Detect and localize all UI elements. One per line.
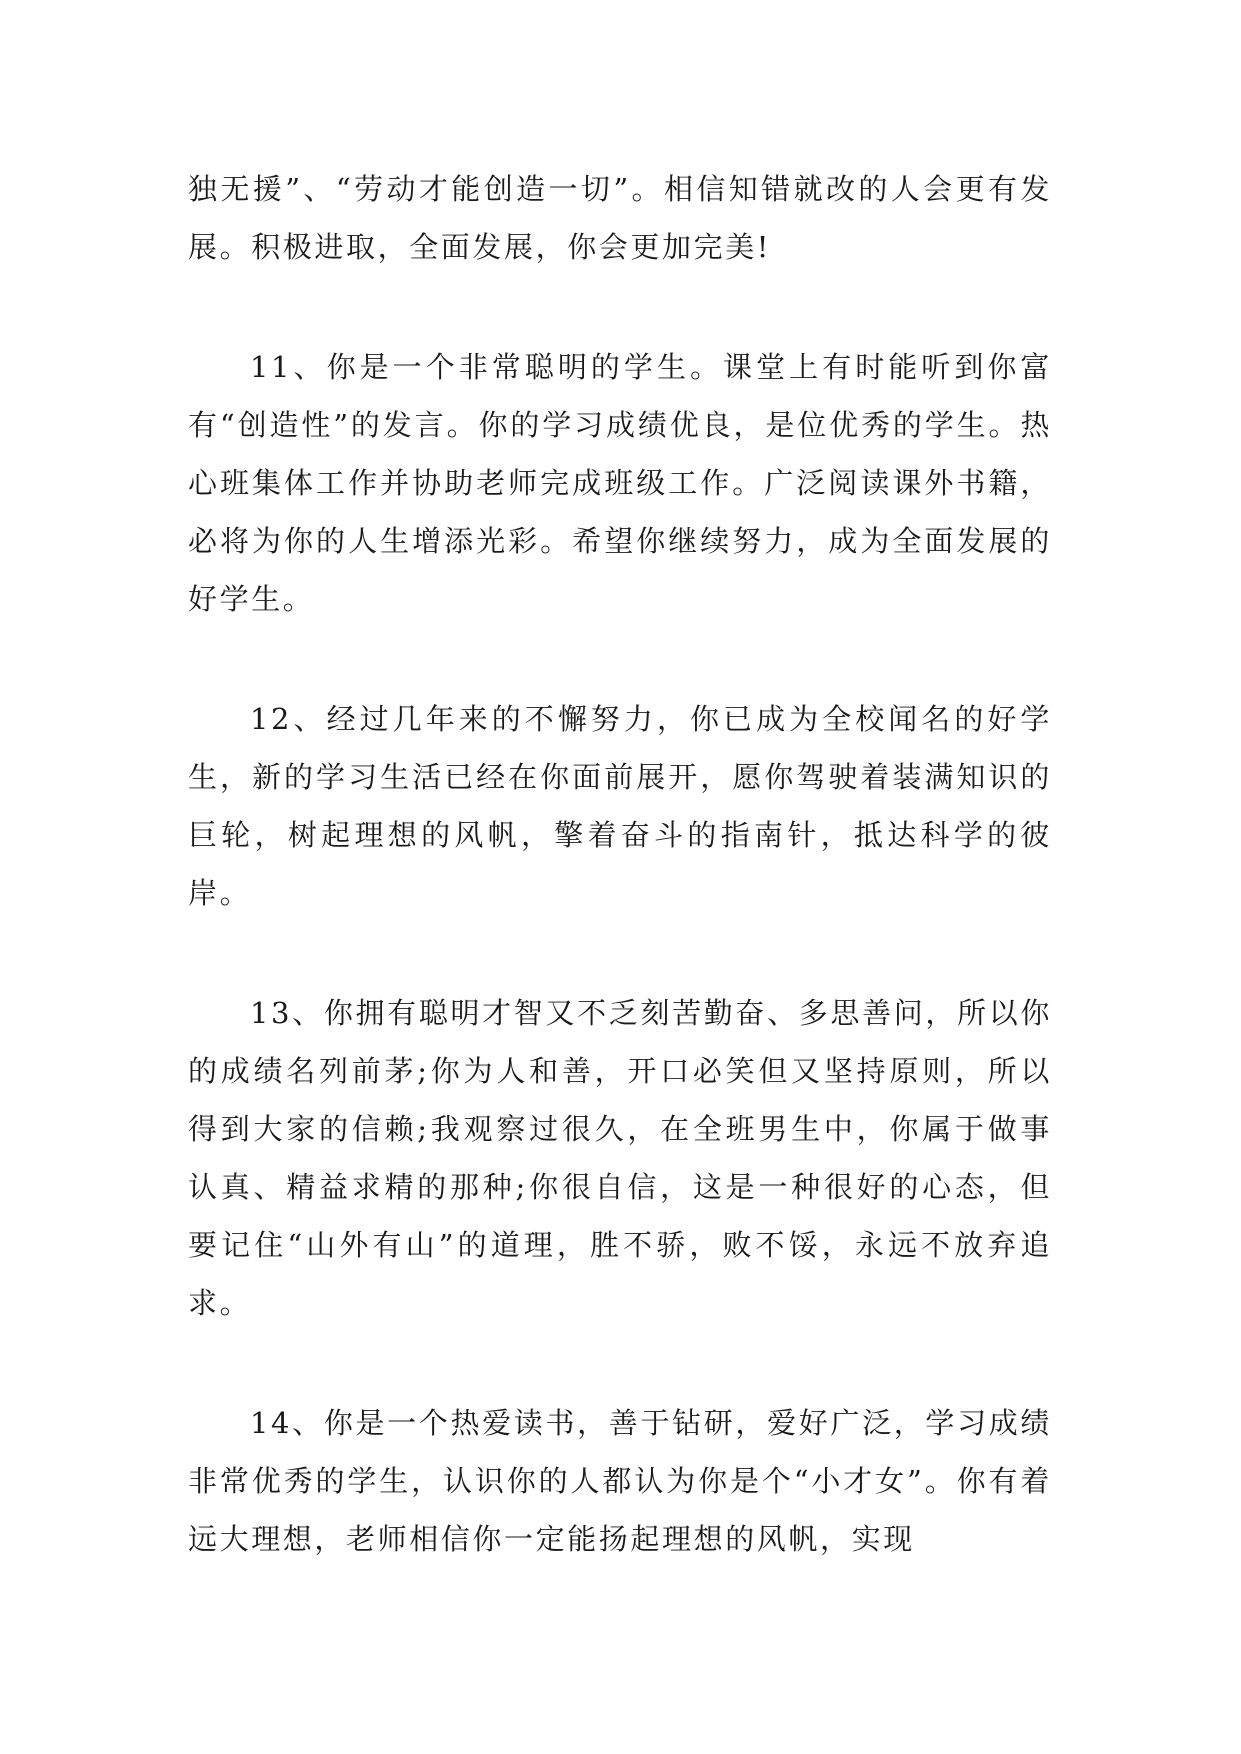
paragraph-13: 13、你拥有聪明才智又不乏刻苦勤奋、多思善问，所以你的成绩名列前茅;你为人和善，开口必笑但又坚持原则，所以得到大家的信赖;我观察过很久，在全班男生中，你属于做事认真、精益求精的那种;你很自信，这是一种很好的心态，但要记住“山外有山”的道理，胜不骄，败不馁，永远不放弃追求。 bbox=[188, 996, 1052, 1320]
paragraph-11: 11、你是一个非常聪明的学生。课堂上有时能听到你富有“创造性”的发言。你的学习成绩优良，是位优秀的学生。热心班集体工作并协助老师完成班级工作。广泛阅读课外书籍，必将为你的人生增添光彩。希望你继续努力，成为全面发展的好学生。 bbox=[188, 350, 1052, 616]
paragraph-12: 12、经过几年来的不懈努力，你已成为全校闻名的好学生，新的学习生活已经在你面前展开，愿你驾驶着装满知识的巨轮，树起理想的风帆，擎着奋斗的指南针，抵达科学的彼岸。 bbox=[188, 702, 1052, 910]
paragraph-14: 14、你是一个热爱读书，善于钻研，爱好广泛，学习成绩非常优秀的学生，认识你的人都认为你是个“小才女”。你有着远大理想，老师相信你一定能扬起理想的风帆，实现 bbox=[188, 1406, 1052, 1556]
document-body bbox=[188, 160, 1052, 1568]
paragraph-10-continuation: 独无援”、“劳动才能创造一切”。相信知错就改的人会更有发展。积极进取，全面发展，你会更加完美! bbox=[188, 172, 1052, 264]
paragraph-spacer bbox=[188, 922, 1052, 984]
paragraph-spacer bbox=[188, 628, 1052, 690]
paragraph-spacer bbox=[188, 276, 1052, 338]
paragraph-spacer bbox=[188, 1332, 1052, 1394]
